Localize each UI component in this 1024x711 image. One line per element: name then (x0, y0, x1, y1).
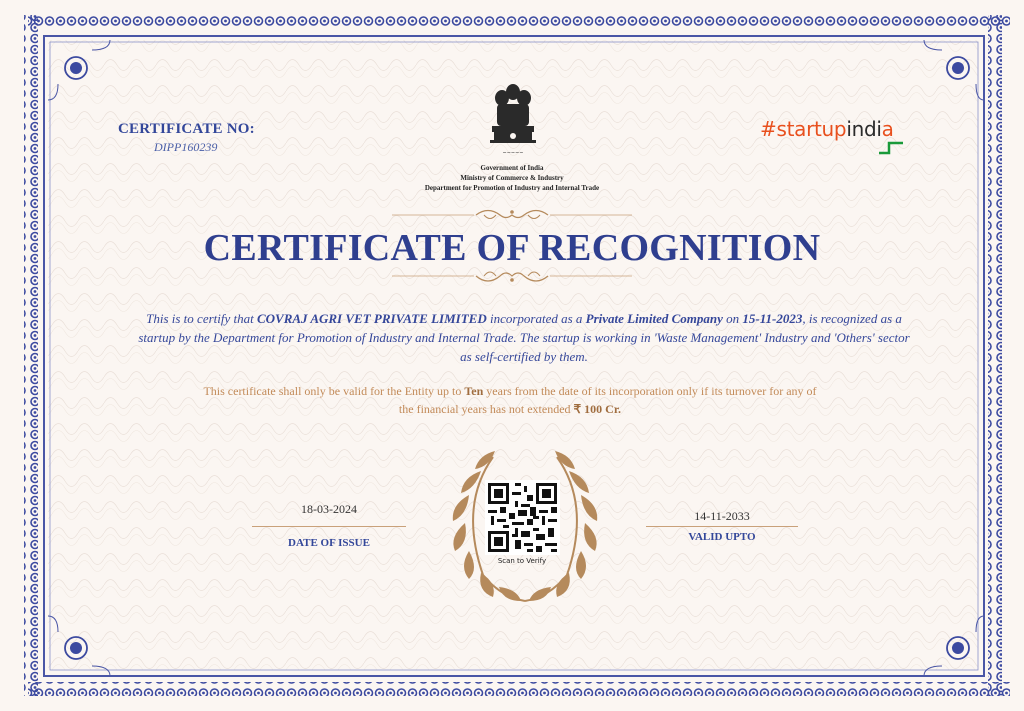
title-ornament-top (392, 206, 632, 224)
incorporation-date: 15-11-2023 (742, 311, 803, 326)
logo-text-india: indi (846, 117, 882, 141)
turnover-limit: ₹ 100 Cr. (573, 402, 622, 416)
government-line: Government of India (480, 164, 544, 172)
certificate-number-label: CERTIFICATE NO: (118, 121, 255, 137)
valid-upto-date-value: 14-11-2033 (694, 509, 750, 523)
startup-india-logo (760, 117, 894, 141)
company-name: COVRAJ AGRI VET PRIVATE LIMITED (256, 311, 487, 326)
valid-upto-label: VALID UPTO (688, 531, 756, 543)
issue-date-value: 18-03-2024 (301, 502, 357, 516)
national-emblem-icon (486, 80, 540, 164)
validity-note: This certificate shall only be valid for the Entity up to Ten years from the date of its incorporation only if its turnover for any of the financial years has not extended ₹ 100 Cr. (203, 384, 817, 416)
qr-code[interactable] (485, 480, 560, 555)
certificate-body-text: This is to certify that COVRAJ AGRI VET PRIVATE LIMITED incorporated as a Private Limited Company on 15-11-2023, is recognized as a startup by the Department for Promotion of Industry and Internal Trade. The startup is working in 'Waste Management' Industry and 'Others' sector as self-certified by them. (138, 311, 910, 364)
svg-text:~~~~~: ~~~~~ (502, 150, 524, 156)
ministry-line: Ministry of Commerce & Industry (460, 174, 564, 182)
certificate-number-value: DIPP160239 (154, 140, 218, 154)
department-line: Department for Promotion of Industry and Internal Trade (424, 184, 600, 192)
company-type: Private Limited Company (585, 311, 723, 326)
logo-text-hash: #startup (760, 117, 847, 141)
certificate-title: CERTIFICATE OF RECOGNITION (203, 227, 821, 269)
validity-years: Ten (464, 384, 484, 398)
issue-date-underline (252, 526, 406, 527)
startup-india-swoosh-icon (877, 139, 905, 155)
scan-to-verify-caption: Scan to Verify (497, 557, 547, 565)
title-ornament-bottom (392, 268, 632, 288)
valid-upto-underline (646, 526, 798, 527)
logo-text-a: a (881, 117, 894, 141)
issue-date-label: DATE OF ISSUE (288, 537, 370, 549)
